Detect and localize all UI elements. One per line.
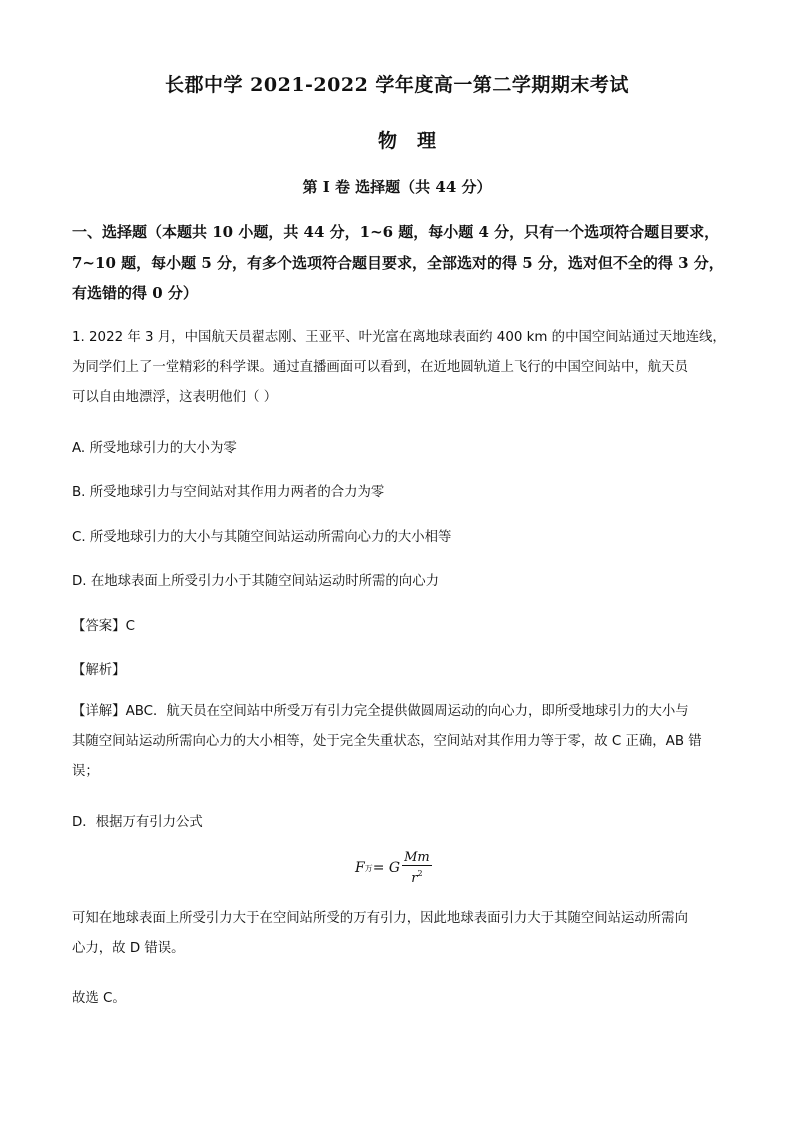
- subject-title: 物理: [377, 130, 456, 152]
- detail-line-3: 误；: [72, 764, 99, 779]
- answer-line: [72, 615, 135, 634]
- analysis-label: 【解析】: [72, 663, 126, 678]
- option-d: D. 在地球表面上所受引力小于其随空间站运动时所需的向心力: [72, 574, 439, 589]
- conclusion: 故选 C。: [72, 991, 126, 1006]
- detail-block: [72, 697, 732, 787]
- section-instructions: [72, 217, 734, 309]
- exam-title: 长郡中学 2021-2022 学年度高一第二学期期末考试: [165, 74, 629, 96]
- answer-label: 【答案】: [72, 619, 126, 634]
- option-b: B. 所受地球引力与空间站对其作用力两者的合力为零: [72, 485, 385, 500]
- formula-denominator: r: [411, 871, 418, 886]
- detail-line-1: [72, 697, 732, 727]
- answer-value: C: [125, 619, 135, 634]
- detail-d-line: D．根据万有引力公式: [72, 815, 203, 830]
- detail-line-2: 其随空间站运动所需向心力的大小相等，处于完全失重状态，空间站对其作用力等于零，故 C 正确，AB 错: [72, 734, 702, 749]
- detail-after-block: [72, 904, 732, 964]
- gravitation-formula: [355, 848, 432, 888]
- question-line-3: 可以自由地漂浮，这表明他们（ ）: [72, 390, 278, 405]
- detail-label: 【详解】: [72, 704, 126, 719]
- part-title: 第 I 卷 选择题（共 44 分）: [302, 178, 492, 196]
- detail-after-2: 心力，故 D 错误。: [72, 941, 185, 956]
- question-line-2: 为同学们上了一堂精彩的科学课。通过直播画面可以看到，在近地圆轨道上飞行的中国空间站中，航天员: [72, 360, 688, 375]
- formula-denominator-wrap: [411, 866, 422, 886]
- formula-denominator-sup: 2: [417, 869, 423, 878]
- detail-text-1: ABC．航天员在空间站中所受万有引力完全提供做圆周运动的向心力，即所受地球引力的大小与: [125, 704, 689, 719]
- question-1-stem: [72, 323, 732, 413]
- formula-eq: = G: [372, 860, 401, 876]
- section-line-2: 7~10 题，每小题 5 分，有多个选项符合题目要求，全部选对的得 5 分，选对但不全的得 3 分，: [72, 253, 724, 272]
- section-line-1: 一、选择题（本题共 10 小题，共 44 分，1~6 题，每小题 4 分，只有一个选项符合题目要求，: [72, 223, 720, 241]
- formula-lhs-sub: 万: [364, 863, 373, 873]
- formula-fraction: [402, 850, 432, 886]
- detail-after-1: 可知在地球表面上所受引力大于在空间站所受的万有引力，因此地球表面引力大于其随空间站运动所需向: [72, 911, 688, 926]
- question-line-1: 1. 2022 年 3 月，中国航天员翟志刚、王亚平、叶光富在离地球表面约 400 km 的中国空间站通过天地连线，: [72, 330, 726, 345]
- formula-numerator: Mm: [404, 850, 430, 865]
- option-a: A. 所受地球引力的大小为零: [72, 441, 237, 456]
- formula-lhs: F: [355, 860, 365, 876]
- option-c: C. 所受地球引力的大小与其随空间站运动所需向心力的大小相等: [72, 530, 452, 545]
- section-line-3: 有选错的得 0 分）: [72, 284, 198, 302]
